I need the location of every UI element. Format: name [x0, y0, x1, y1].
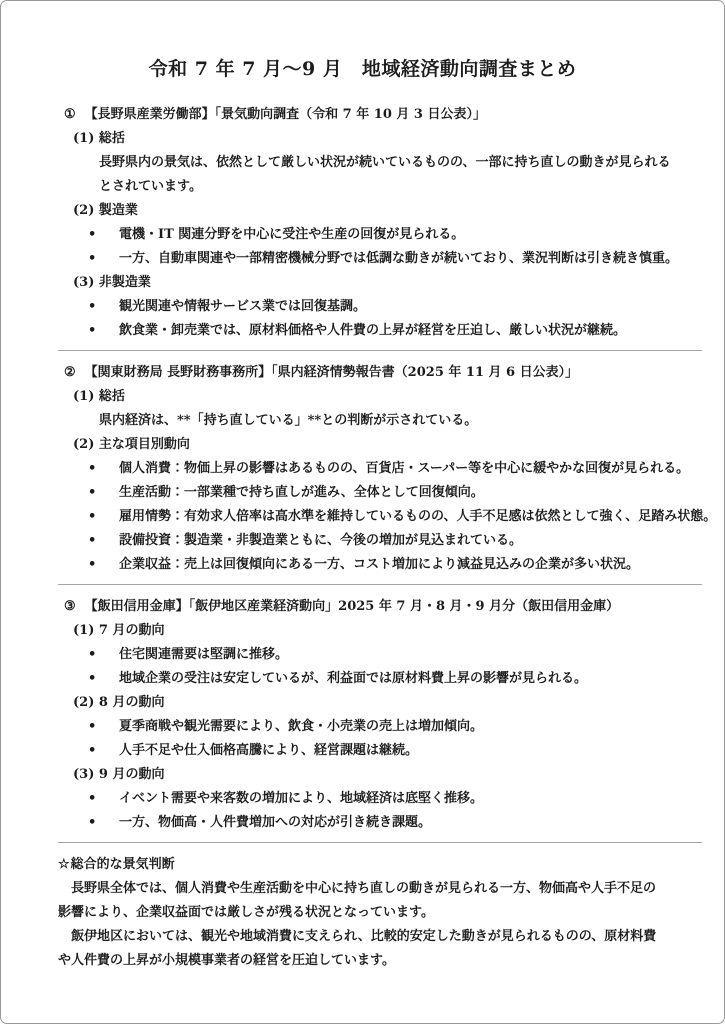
- block-label: (2) 製造業: [73, 203, 138, 218]
- bullet-item: [58, 667, 702, 691]
- bullet-icon: •: [88, 815, 97, 830]
- block-label: (3) 非製造業: [73, 275, 151, 290]
- section-number-icon: ③: [64, 599, 76, 614]
- overall-assessment: [58, 853, 702, 973]
- document-body: [1, 103, 724, 973]
- block-label: (3) 9 月の動向: [73, 767, 165, 782]
- bullet-item: [58, 247, 702, 271]
- summary-line: 飯伊地区においては、観光や地域消費に支えられ、比較的安定した動きが見られるものの、原材料費: [71, 929, 657, 944]
- bullet-icon: •: [88, 791, 97, 806]
- paragraph-line: とされています。: [99, 179, 202, 194]
- bullet-text: 夏季商戦や観光需要により、飲食・小売業の売上は増加傾向。: [119, 719, 484, 734]
- bullet-text: 電機・IT 関連分野を中心に受注や生産の回復が見られる。: [119, 227, 465, 242]
- block-label: (2) 主な項目別動向: [73, 437, 190, 452]
- bullet-item: [58, 529, 702, 553]
- page-title: 令和 7 年 7 月～9 月 地域経済動向調査まとめ: [148, 58, 577, 80]
- block-label: (1) 7 月の動向: [73, 623, 165, 638]
- bullet-item: [58, 811, 702, 835]
- paragraph-line: 長野県内の景気は、依然として厳しい状況が続いているものの、一部に持ち直しの動きが見られる: [99, 155, 671, 170]
- bullet-item: [58, 223, 702, 247]
- bullet-icon: •: [88, 743, 97, 758]
- bullet-text: 飲食業・卸売業では、原材料価格や人件費の上昇が経営を圧迫し、厳しい状況が継続。: [119, 323, 627, 338]
- block-label: (1) 総括: [73, 389, 125, 404]
- bullet-icon: •: [88, 719, 97, 734]
- bullet-text: 設備投資：製造業・非製造業ともに、今後の増加が見込まれている。: [119, 533, 523, 548]
- bullet-text: 雇用情勢：有効求人倍率は高水準を維持しているものの、人手不足感は依然として強く、足踏み状態。: [119, 509, 717, 524]
- section-heading: [58, 103, 702, 127]
- bullet-icon: •: [88, 647, 97, 662]
- bullet-item: [58, 787, 702, 811]
- bullet-icon: •: [88, 533, 97, 548]
- section-heading: [58, 361, 702, 385]
- bullet-text: 一方、物価高・人件費増加への対応が引き続き課題。: [119, 815, 432, 830]
- star-icon: ☆: [58, 857, 70, 872]
- summary-heading: [58, 853, 702, 877]
- bullet-text: 住宅関連需要は堅調に推移。: [119, 647, 289, 662]
- bullet-text: 地域企業の受注は安定しているが、利益面では原材料費上昇の影響が見られる。: [119, 671, 588, 686]
- bullet-icon: •: [88, 323, 97, 338]
- section-source-title: 【長野県産業労働部】「景気動向調査（令和 7 年 10 月 3 日公表）」: [84, 107, 486, 122]
- bullet-text: 企業収益：売上は回復傾向にある一方、コスト増加により減益見込みの企業が多い状況。: [119, 557, 640, 572]
- section-number-icon: ②: [64, 365, 76, 380]
- bullet-icon: •: [88, 557, 97, 572]
- section-source-title: 【飯田信用金庫】「飯伊地区産業経済動向」2025 年 7 月・8 月・9 月分（飯田信用金庫）: [84, 599, 620, 614]
- bullet-text: イベント需要や来客数の増加により、地域経済は底堅く推移。: [119, 791, 484, 806]
- section-kanto-zaimukyoku: [58, 361, 717, 577]
- bullet-icon: •: [88, 461, 97, 476]
- section-iida-shinkin: [58, 595, 702, 835]
- bullet-item: [58, 715, 702, 739]
- section-number-icon: ①: [64, 107, 76, 122]
- section-divider: [58, 842, 702, 843]
- bullet-icon: •: [88, 671, 97, 686]
- bullet-text: 個人消費：物価上昇の影響はあるものの、百貨店・スーパー等を中心に緩やかな回復が見られる。: [119, 461, 690, 476]
- bullet-item: [58, 553, 702, 577]
- paragraph-line: 県内経済は、**「持ち直している」**との判断が示されている。: [99, 413, 478, 428]
- block-label: (1) 総括: [73, 131, 125, 146]
- summary-line: 長野県全体では、個人消費や生産活動を中心に持ち直しの動きが見られる一方、物価高や人手不足の: [71, 881, 657, 896]
- bullet-item: [58, 505, 717, 529]
- bullet-item: [58, 481, 702, 505]
- section-source-title: 【関東財務局 長野財務事務所】「県内経済情勢報告書（2025 年 11 月 6 日公表）」: [84, 365, 579, 380]
- summary-line: 影響により、企業収益面では厳しさが残る状況となっています。: [58, 905, 434, 920]
- section-nagano-sangyo-rodobu: [58, 103, 702, 343]
- bullet-text: 観光関連や情報サービス業では回復基調。: [119, 299, 367, 314]
- bullet-text: 生産活動：一部業種で持ち直しが進み、全体として回復傾向。: [119, 485, 484, 500]
- bullet-text: 人手不足や仕入価格高騰により、経営課題は継続。: [119, 743, 419, 758]
- bullet-item: [58, 319, 702, 343]
- summary-line: や人件費の上昇が小規模事業者の経営を圧迫しています。: [58, 953, 395, 968]
- section-divider: [58, 350, 702, 351]
- bullet-icon: •: [88, 227, 97, 242]
- section-heading: [58, 595, 702, 619]
- bullet-text: 一方、自動車関連や一部精密機械分野では低調な動きが続いており、業況判断は引き続き慎重。: [119, 251, 679, 266]
- bullet-item: [58, 739, 702, 763]
- bullet-icon: •: [88, 299, 97, 314]
- bullet-icon: •: [88, 485, 97, 500]
- bullet-item: [58, 295, 702, 319]
- section-divider: [58, 584, 702, 585]
- bullet-icon: •: [88, 251, 97, 266]
- block-label: (2) 8 月の動向: [73, 695, 165, 710]
- summary-heading-label: 総合的な景気判断: [70, 857, 175, 872]
- bullet-icon: •: [88, 509, 97, 524]
- bullet-item: [58, 643, 702, 667]
- bullet-item: [58, 457, 702, 481]
